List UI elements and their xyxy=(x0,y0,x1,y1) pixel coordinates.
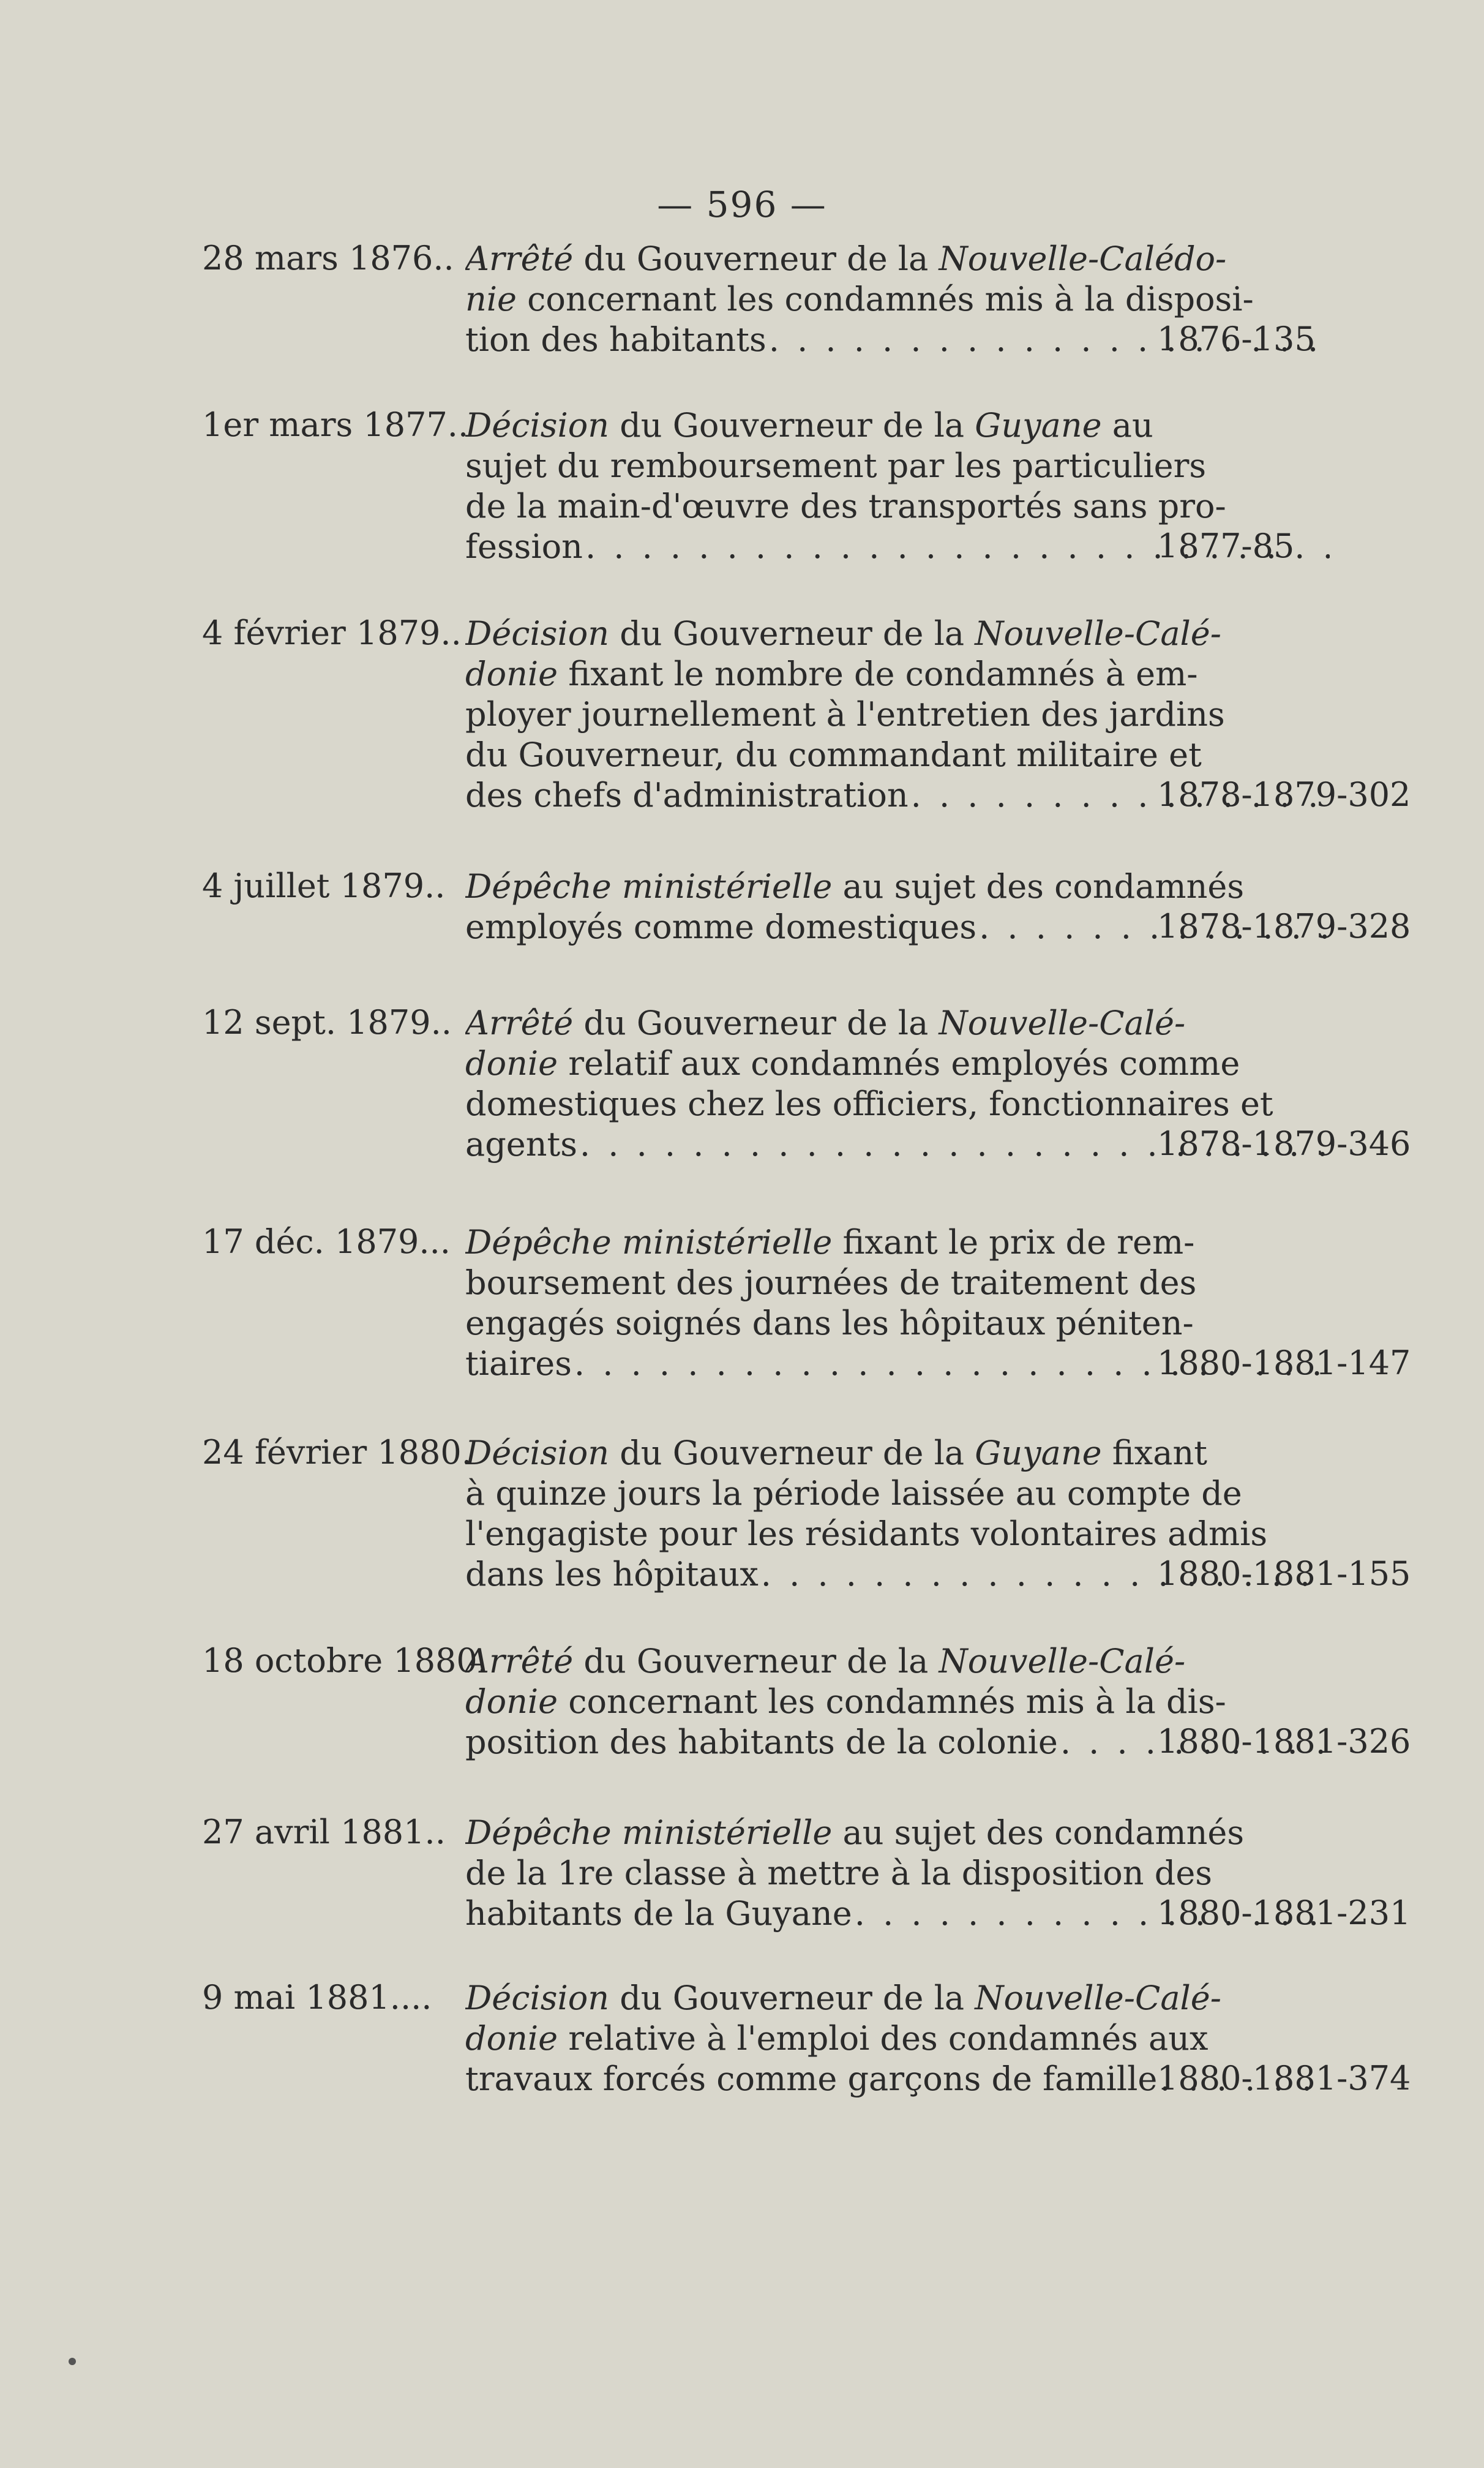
description-line xyxy=(465,1682,1335,1722)
italic-text: Guyane xyxy=(975,1434,1102,1472)
italic-text: donie xyxy=(465,1044,558,1083)
decree-entry xyxy=(202,405,1414,609)
italic-text: donie xyxy=(465,1682,558,1721)
text: fixant le nombre de condamnés à em- xyxy=(558,655,1198,693)
text: relatif aux condamnés employés comme xyxy=(558,1044,1240,1083)
entry-date: 28 mars 1876.. xyxy=(202,239,454,277)
description-line xyxy=(465,2018,1335,2059)
text: du Gouverneur de la xyxy=(609,614,975,653)
entry-date: 4 juillet 1879.. xyxy=(202,867,446,905)
decree-entry xyxy=(202,1222,1414,1426)
description-line xyxy=(465,694,1335,735)
italic-text: Dépêche ministérielle xyxy=(465,1813,833,1852)
bulletin-reference: 1880-1881-155 xyxy=(1157,1554,1411,1593)
text: au xyxy=(1101,406,1153,445)
bulletin-reference: 1876-135 xyxy=(1157,320,1316,358)
description-line xyxy=(465,1514,1335,1554)
text: du Gouverneur de la xyxy=(573,239,939,278)
text: du Gouverneur de la xyxy=(573,1642,939,1680)
text: tion des habitants xyxy=(465,320,766,359)
text: fixant le prix de rem- xyxy=(832,1223,1195,1262)
text: du Gouverneur de la xyxy=(609,1979,975,2017)
decree-entry xyxy=(202,1003,1414,1207)
text: engagés soignés dans les hôpitaux péniten- xyxy=(465,1304,1194,1342)
italic-text: Nouvelle-Calédo- xyxy=(939,239,1227,278)
text: du Gouverneur, du commandant militaire et xyxy=(465,736,1202,774)
bulletin-reference: 1878-1879-346 xyxy=(1157,1124,1411,1163)
italic-text: Arrêté xyxy=(465,239,574,278)
text: fixant xyxy=(1101,1434,1207,1472)
text: fession xyxy=(465,527,583,566)
italic-text: Nouvelle-Calé- xyxy=(975,1979,1221,2017)
description-line xyxy=(465,1641,1335,1682)
bulletin-reference: 1880-1881-147 xyxy=(1157,1344,1411,1382)
text: position des habitants de la colonie xyxy=(465,1723,1058,1761)
italic-text: Dépêche ministérielle xyxy=(465,867,833,906)
description-line xyxy=(465,1813,1335,1853)
description-line xyxy=(465,1222,1335,1263)
text: relative à l'emploi des condamnés aux xyxy=(558,2019,1209,2058)
description-line xyxy=(465,239,1335,279)
entry-date: 27 avril 1881.. xyxy=(202,1813,446,1851)
page-number: — 596 — xyxy=(657,184,827,225)
description-line xyxy=(465,1084,1335,1124)
italic-text: Arrêté xyxy=(465,1004,574,1042)
text: concernant les condamnés mis à la dis- xyxy=(558,1682,1226,1721)
entry-date: 1er mars 1877.. xyxy=(202,405,469,444)
bulletin-reference: 1880-1881-326 xyxy=(1157,1722,1411,1761)
italic-text: Arrêté xyxy=(465,1642,574,1680)
text: du Gouverneur de la xyxy=(609,406,975,445)
italic-text: Décision xyxy=(465,406,610,445)
italic-text: Nouvelle-Calé- xyxy=(975,614,1221,653)
description-line xyxy=(465,1853,1335,1894)
ink-speck xyxy=(69,2358,76,2365)
italic-text: Nouvelle-Calé- xyxy=(939,1642,1186,1680)
description-line xyxy=(465,735,1335,775)
decree-entry xyxy=(202,1978,1414,2182)
text: dans les hôpitaux xyxy=(465,1555,759,1593)
entry-date: 12 sept. 1879.. xyxy=(202,1003,452,1042)
entry-date: 18 octobre 1880. xyxy=(202,1641,488,1680)
text: de la 1re classe à mettre à la disposition des xyxy=(465,1854,1212,1892)
description-line xyxy=(465,279,1335,320)
description-line xyxy=(465,1978,1335,2018)
text: habitants de la Guyane xyxy=(465,1894,852,1933)
italic-text: Nouvelle-Calé- xyxy=(939,1004,1186,1042)
description-line xyxy=(465,1003,1335,1044)
description-line xyxy=(465,1473,1335,1514)
text: tiaires xyxy=(465,1344,572,1383)
bulletin-reference: 1878-1879-302 xyxy=(1157,775,1411,814)
bulletin-reference: 1878-1879-328 xyxy=(1157,907,1411,946)
description-line xyxy=(465,654,1335,694)
decree-entry xyxy=(202,1433,1414,1637)
italic-text: donie xyxy=(465,655,558,693)
text: l'engagiste pour les résidants volontaires admis xyxy=(465,1514,1268,1553)
decree-entry xyxy=(202,614,1414,818)
bulletin-reference: 1877-85 xyxy=(1157,527,1295,565)
text: agents xyxy=(465,1125,577,1164)
text: concernant les condamnés mis à la disposi- xyxy=(517,280,1254,318)
text: à quinze jours la période laissée au compte de xyxy=(465,1474,1242,1513)
text: travaux forcés comme garçons de famille xyxy=(465,2060,1158,2098)
description-line xyxy=(465,486,1335,527)
description-line xyxy=(465,1263,1335,1303)
entry-date: 4 février 1879.. xyxy=(202,614,462,652)
text: du Gouverneur de la xyxy=(573,1004,939,1042)
italic-text: Dépêche ministérielle xyxy=(465,1223,833,1262)
text: du Gouverneur de la xyxy=(609,1434,975,1472)
text: au sujet des condamnés xyxy=(832,867,1245,906)
italic-text: donie xyxy=(465,2019,558,2058)
entry-date: 17 déc. 1879... xyxy=(202,1222,451,1261)
italic-text: Guyane xyxy=(975,406,1102,445)
entry-date: 24 février 1880. xyxy=(202,1433,472,1472)
description-line xyxy=(465,1303,1335,1344)
description-line xyxy=(465,614,1335,654)
text: boursement des journées de traitement des xyxy=(465,1263,1197,1302)
text: des chefs d'administration xyxy=(465,776,909,815)
italic-text: nie xyxy=(465,280,517,318)
text: domestiques chez les officiers, fonctionnaires et xyxy=(465,1085,1273,1123)
text: de la main-d'œuvre des transportés sans pro- xyxy=(465,487,1226,525)
text: ployer journellement à l'entretien des jardins xyxy=(465,695,1225,734)
description-line xyxy=(465,1044,1335,1084)
description-line xyxy=(465,1433,1335,1473)
italic-text: Décision xyxy=(465,1979,610,2017)
bulletin-reference: 1880-1881-231 xyxy=(1157,1894,1411,1932)
text: sujet du remboursement par les particuliers xyxy=(465,446,1207,485)
description-line xyxy=(465,446,1335,486)
description-line xyxy=(465,405,1335,446)
entry-date: 9 mai 1881.... xyxy=(202,1978,432,2017)
text: au sujet des condamnés xyxy=(832,1813,1245,1852)
italic-text: Décision xyxy=(465,614,610,653)
text: employés comme domestiques xyxy=(465,908,977,946)
description-line xyxy=(465,867,1335,907)
bulletin-reference: 1880-1881-374 xyxy=(1157,2059,1411,2097)
italic-text: Décision xyxy=(465,1434,610,1472)
